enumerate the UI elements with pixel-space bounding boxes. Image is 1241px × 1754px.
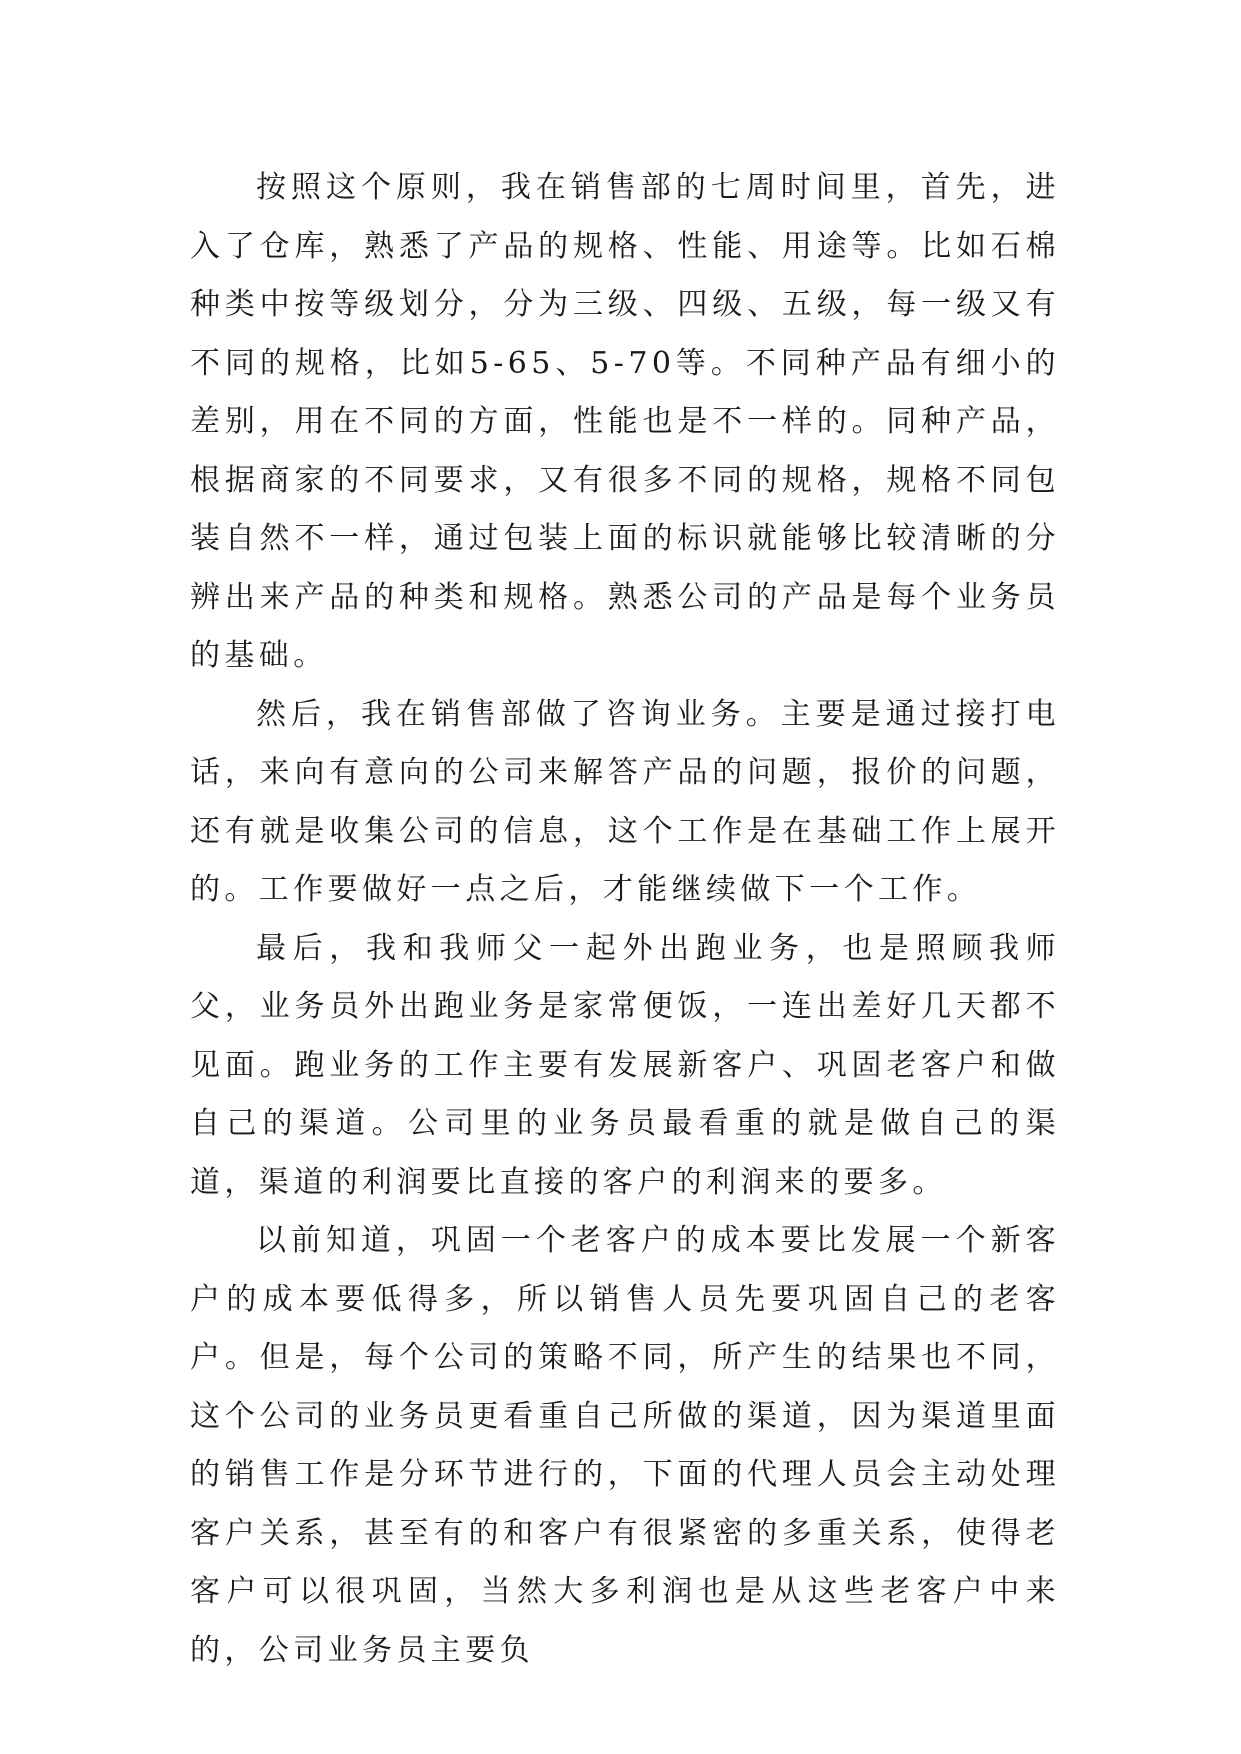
paragraph-2: 然后，我在销售部做了咨询业务。主要是通过接打电话，来向有意向的公司来解答产品的问题，报价的问题，还有就是收集公司的信息，这个工作是在基础工作上展开的。工作要做好一点之后，才能继续做下一个工作。 <box>190 696 1060 907</box>
paragraph-1: 按照这个原则，我在销售部的七周时间里，首先，进入了仓库，熟悉了产品的规格、性能、用途等。比如石棉种类中按等级划分，分为三级、四级、五级，每一级又有不同的规格，比如5-65、5-70等。不同种产品有细小的差别，用在不同的方面，性能也是不一样的。同种产品，根据商家的不同要求，又有很多不同的规格，规格不同包装自然不一样，通过包装上面的标识就能够比较清晰的分辨出来产品的种类和规格。熟悉公司的产品是每个业务员的基础。 <box>190 170 1060 673</box>
paragraph-3: 最后，我和我师父一起外出跑业务，也是照顾我师父，业务员外出跑业务是家常便饭，一连出差好几天都不见面。跑业务的工作主要有发展新客户、巩固老客户和做自己的渠道。公司里的业务员最看重的就是做自己的渠道，渠道的利润要比直接的客户的利润来的要多。 <box>190 930 1060 1200</box>
paragraph-4: 以前知道，巩固一个老客户的成本要比发展一个新客户的成本要低得多，所以销售人员先要巩固自己的老客户。但是，每个公司的策略不同，所产生的结果也不同，这个公司的业务员更看重自己所做的渠道，因为渠道里面的销售工作是分环节进行的，下面的代理人员会主动处理客户关系，甚至有的和客户有很紧密的多重关系，使得老客户可以很巩固，当然大多利润也是从这些老客户中来的，公司业务员主要负 <box>190 1223 1060 1668</box>
document-body <box>190 159 1060 1680</box>
